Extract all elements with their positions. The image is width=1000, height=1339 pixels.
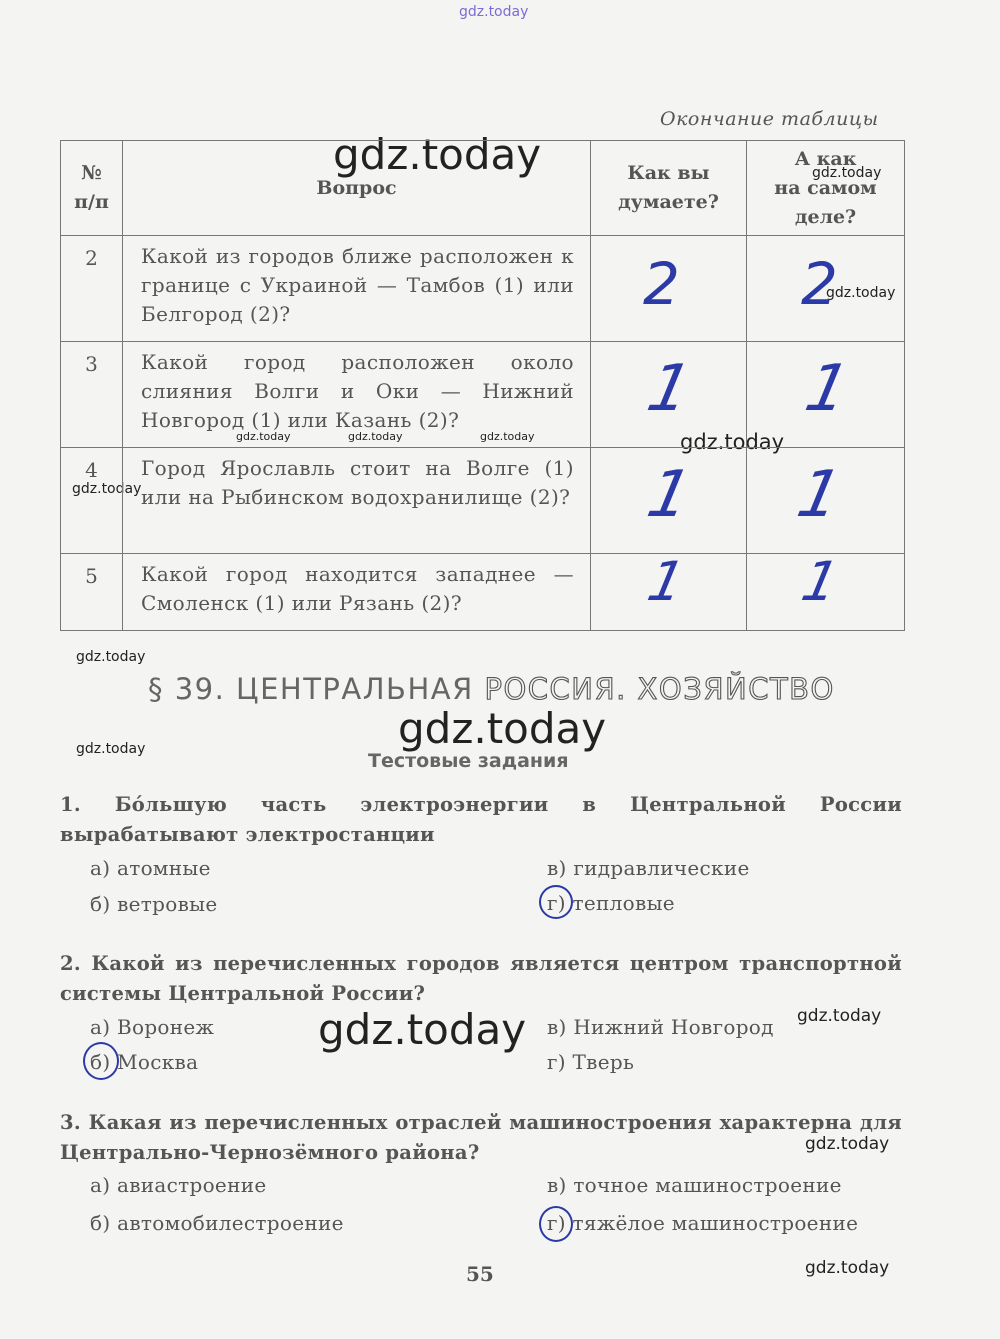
option-c[interactable]: в) Нижний Новгород (547, 1015, 774, 1039)
page-number: 55 (466, 1262, 494, 1286)
option-b[interactable]: б) Москва (90, 1050, 199, 1074)
watermark-small: gdz.today (76, 649, 146, 665)
row-number: 2 (61, 236, 123, 342)
row-question: Какой из городов ближе расположен к границе с Украиной — Тамбов (1) или Белгород (2)? (123, 236, 591, 342)
table-row (61, 342, 905, 448)
header-actual: А как на самом деле? (747, 141, 905, 236)
section-subtitle: Тестовые задания (368, 750, 569, 772)
watermark-top: gdz.today (459, 4, 529, 20)
option-a[interactable]: а) авиастроение (90, 1173, 267, 1197)
watermark-tiny: gdz.today (480, 430, 535, 443)
selected-answer-circle (83, 1042, 119, 1080)
watermark-small: gdz.today (797, 1006, 882, 1026)
answer-actual: 1 (747, 342, 905, 448)
watermark-small: gdz.today (72, 481, 142, 497)
row-question: Город Ярославль стоит на Волге (1) или на Рыбинском водохранилище (2)? (123, 448, 591, 554)
section-title: § 39. ЦЕНТРАЛЬНАЯ РОССИЯ. ХОЗЯЙСТВО (148, 672, 835, 706)
question-text: 1. Бóльшую часть электроэнергии в Центральной России вырабатывают электростанции (60, 793, 902, 846)
selected-answer-circle (539, 885, 573, 919)
option-b[interactable]: б) ветровые (90, 892, 218, 916)
watermark-large: gdz.today (318, 1005, 527, 1054)
watermark-tiny: gdz.today (348, 430, 403, 443)
answer-guess: 1 (591, 554, 747, 631)
option-b[interactable]: б) автомобилестроение (90, 1211, 344, 1235)
table-row (61, 236, 905, 342)
watermark-small: gdz.today (805, 1134, 890, 1154)
answer-guess: 1 (591, 448, 747, 554)
answer-actual: 1 (747, 554, 905, 631)
row-question: Какой город находится западнее — Смоленск (1) или Рязань (2)? (123, 554, 591, 631)
table-row (61, 554, 905, 631)
answer-guess: 2 (591, 236, 747, 342)
watermark-large: gdz.today (333, 130, 542, 179)
option-c[interactable]: в) точное машиностроение (547, 1173, 842, 1197)
watermark-small: gdz.today (812, 165, 882, 181)
header-question: Вопрос (123, 141, 591, 236)
option-d[interactable]: г) Тверь (547, 1050, 635, 1074)
table-caption: Окончание таблицы (660, 108, 879, 130)
quiz-table (60, 140, 905, 631)
row-question: Какой город расположен около слияния Волги и Оки — Нижний Новгород (1) или Казань (2)? (123, 342, 591, 448)
option-d[interactable]: г) тяжёлое машиностроение (547, 1211, 859, 1235)
option-a[interactable]: а) атомные (90, 856, 211, 880)
header-guess: Как вы думаете? (591, 141, 747, 236)
table-row (61, 448, 905, 554)
watermark-small: gdz.today (826, 285, 896, 301)
watermark-large: gdz.today (398, 704, 607, 753)
row-number: 3 (61, 342, 123, 448)
watermark-small: gdz.today (76, 741, 146, 757)
option-d[interactable]: г) тепловые (547, 891, 675, 915)
answer-actual: 2 (747, 236, 905, 342)
row-number: 5 (61, 554, 123, 631)
watermark-medium: gdz.today (680, 430, 785, 454)
question-text: 3. Какая из перечисленных отраслей машиностроения характерна для Центрально-Чернозёмного района? (60, 1111, 902, 1164)
selected-answer-circle (539, 1206, 573, 1242)
watermark-tiny: gdz.today (236, 430, 291, 443)
header-num: № п/п (61, 141, 123, 236)
option-a[interactable]: а) Воронеж (90, 1015, 215, 1039)
watermark-small: gdz.today (805, 1258, 890, 1278)
question-text: 2. Какой из перечисленных городов является центром транспортной системы Центральной России? (60, 952, 902, 1005)
table-header-row (61, 141, 905, 236)
answer-actual: 1 (747, 448, 905, 554)
row-number: 4 (61, 448, 123, 554)
option-c[interactable]: в) гидравлические (547, 856, 750, 880)
answer-guess: 1 (591, 342, 747, 448)
